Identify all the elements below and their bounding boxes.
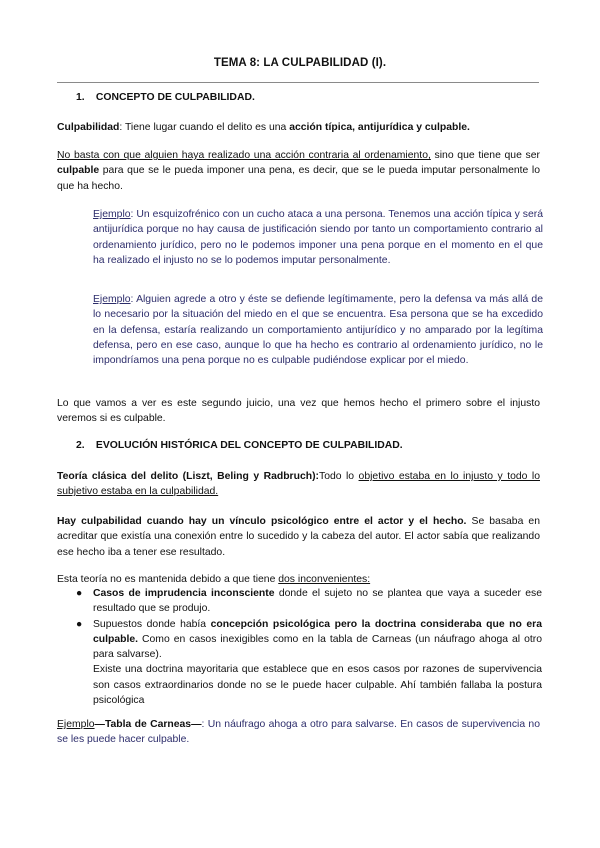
example-2-text: : Alguien agrede a otro y éste se defiende legítimamente, pero la defensa va más allá de lo necesario por la situación del miedo en el que se encuentra. Esa persona que se ha excedido en la defensa, estaría realizando un comportamiento antijurídico y no amparado por la legítima defensa, pero en ese caso, aunque lo que ha hecho es contrario al ordenamiento jurídico, no le impondríamos una pena porque no es culpable pudiéndose explicar por el miedo. [93,294,543,367]
title-divider [57,82,539,83]
drawbacks-underlined: dos inconvenientes: [278,574,371,585]
definition-paragraph [57,120,540,135]
drawbacks-text: Esta teoría no es mantenida debido a que tiene [57,574,279,585]
psychological-link-text: Se basaba en acreditar que existía una conexión entre lo sucedido y la cabeza del autor. El actor sabía que realizando ese hecho iba a tener ese resultado. [57,516,540,558]
closing-paragraph: Lo que vamos a ver es este segundo juicio, una vez que hemos hecho el primero sobre el injusto veremos si es culpable. [57,398,540,425]
bullet-icon: ● [76,618,83,630]
carneas-sep-1: — [94,719,105,730]
section-2-number: 2. [76,440,85,451]
example-2 [93,292,543,368]
classic-theory-bold: Teoría clásica del delito (Liszt, Beling y Radbruch): [57,471,319,482]
culpability-underlined: No basta con que alguien haya realizado una acción contraria al ordenamiento, [57,150,431,161]
bullet-2-text: Como en casos inexigibles como en la tabla de Carneas (un náufrago ahoga al otro para salvarse). [93,633,542,661]
culpability-text-a: sino que tiene que ser [430,150,540,161]
culpability-bold: culpable [57,165,100,177]
bullet-icon: ● [76,588,83,599]
section-1-heading [76,92,255,103]
classic-theory-underlined: objetivo estaba en lo injusto y todo lo subjetivo estaba en la culpabilidad. [57,471,540,498]
bullet-2-lead: Supuestos donde había [93,618,211,630]
section-2-heading [76,440,403,451]
section-1-title: CONCEPTO DE CULPABILIDAD. [95,92,255,103]
section-2-title: EVOLUCIÓN HISTÓRICA DEL CONCEPTO DE CULPABILIDAD. [95,440,403,451]
bullet-2-extra: Existe una doctrina mayoritaria que establece que en esos casos por razones de supervivencia son casos extraordinarios donde no se le puede hacer culpable. Ahí también fallaba la postura psicológica [93,664,542,707]
drawbacks-intro [57,572,540,587]
culpability-text-b: para que se le pueda imponer una pena, es decir, que se le pueda imputar personalmente lo que ha hecho. [57,165,540,192]
page-title: TEMA 8: LA CULPABILIDAD (I). [213,57,387,69]
carneas-example-label: Ejemplo [57,719,95,730]
example-1-label: Ejemplo [93,209,131,220]
psychological-link-paragraph [57,514,540,560]
example-1-text: : Un esquizofrénico con un cucho ataca a una persona. Tenemos una acción típica y será antijurídica porque no hay causa de justificación siendo por tanto un comportamiento contrario al ordenamiento jurídico, pero no le podemos imponer una pena porque en el momento en el que ha realizado el injusto no se lo podemos imputar personalmente. [93,209,543,266]
definition-bold: acción típica, antijurídica y culpable. [289,122,470,133]
definition-text: : Tiene lugar cuando el delito es una [119,122,290,133]
psychological-link-bold: Hay culpabilidad cuando hay un vínculo psicológico entre el actor y el hecho. [57,516,467,527]
example-1 [93,207,543,268]
bullet-2-bold: concepción psicológica pero la doctrina consideraba que no era culpable. [93,618,542,645]
definition-term: Culpabilidad [57,122,120,133]
list-item [76,617,542,709]
list-item [76,586,542,617]
carneas-sep-2: — [191,719,202,730]
carneas-bold: Tabla de Carneas [104,719,192,730]
drawbacks-list [76,586,542,708]
classic-theory-text: Todo lo [319,471,359,482]
bullet-1-bold: Casos de imprudencia inconsciente [93,588,275,599]
culpability-paragraph [57,148,540,194]
carneas-example [57,717,540,748]
example-2-label: Ejemplo [93,294,131,305]
section-1-number: 1. [76,92,85,103]
classic-theory-paragraph [57,469,540,500]
carneas-text: : Un náufrago ahoga a otro para salvarse. En casos de supervivencia no se les puede hacer culpable. [57,719,540,746]
bullet-1-text: donde el sujeto no se plantea que vaya a suceder ese resultado que se produjo. [93,588,542,615]
